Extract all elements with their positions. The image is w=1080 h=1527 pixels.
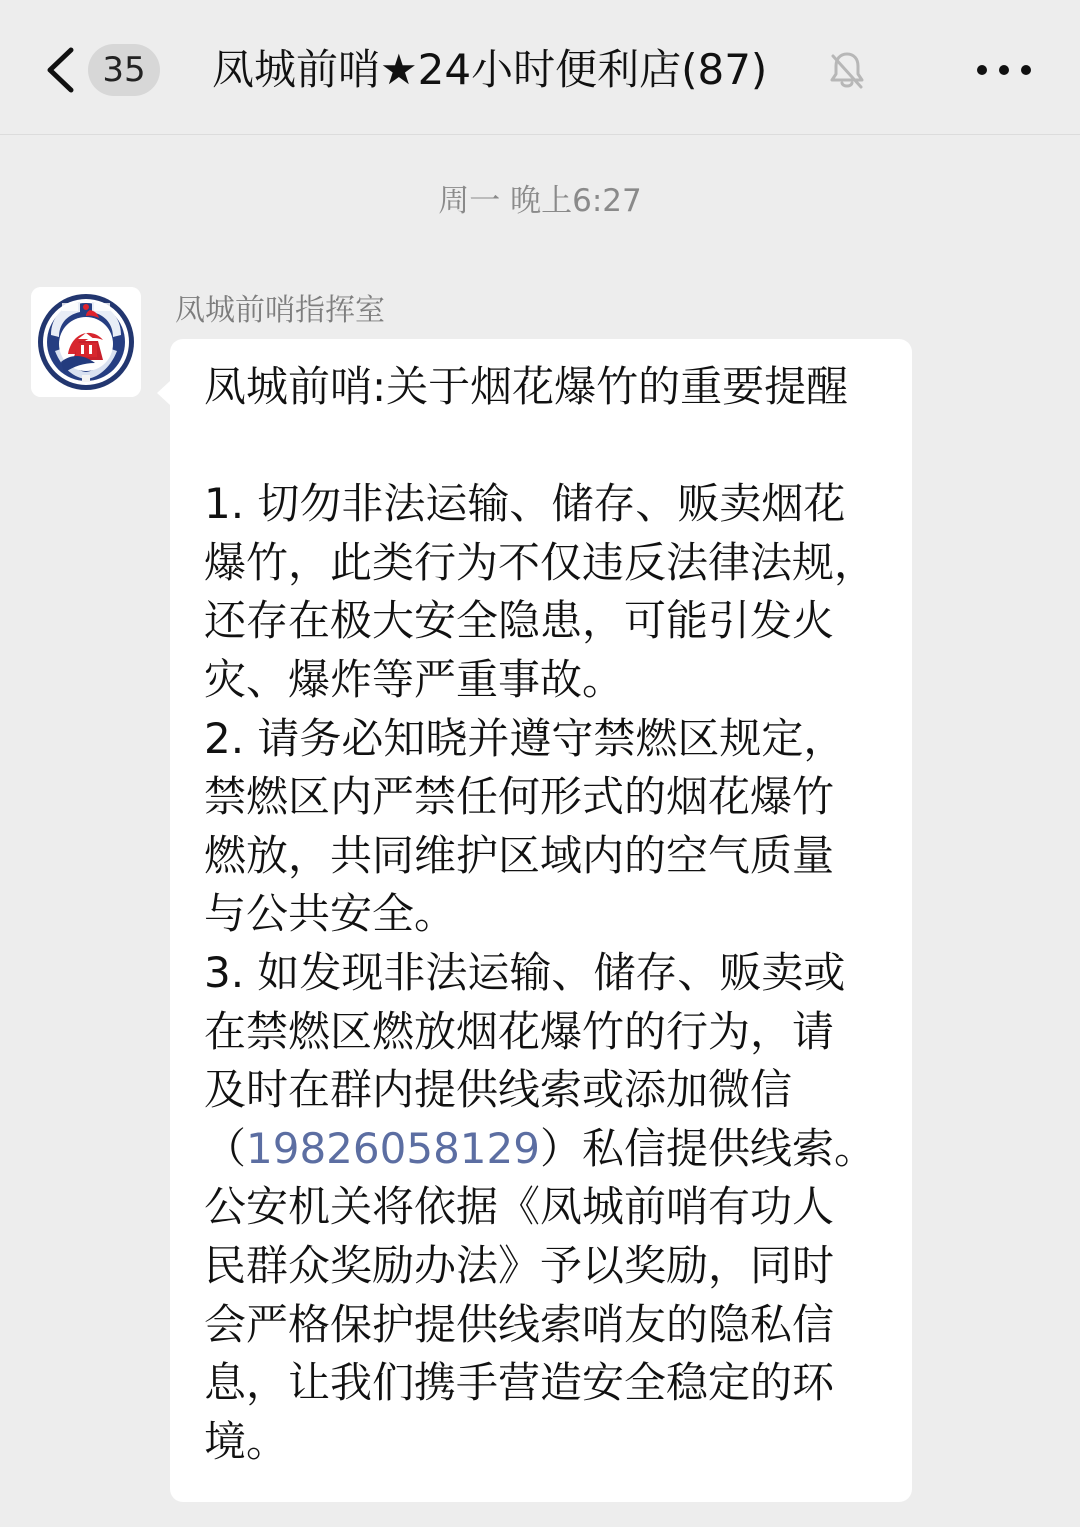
- message-line: 息，让我们携手营造安全稳定的环: [204, 1358, 835, 1408]
- message-line: 1. 切勿非法运输、储存、贩卖烟花: [204, 479, 846, 529]
- sender-name: 凤城前哨指挥室: [175, 293, 385, 328]
- message-line: 公安机关将依据《凤城前哨有功人: [204, 1182, 835, 1232]
- more-dots-icon: [968, 50, 1040, 90]
- unread-count-badge[interactable]: 35: [88, 44, 160, 96]
- message-line: 凤城前哨:关于烟花爆竹的重要提醒: [204, 362, 849, 411]
- message-line: 民群众奖励办法》予以奖励，同时: [204, 1240, 835, 1290]
- close-parenthesis-message: ）私信提供线索。: [539, 1123, 876, 1173]
- sender-avatar[interactable]: [31, 287, 141, 397]
- message-text: [204, 358, 894, 1471]
- mute-status: [826, 49, 868, 91]
- chevron-left-icon: [40, 44, 80, 96]
- message-line: 禁燃区内严禁任何形式的烟花爆竹: [204, 772, 835, 822]
- group-chat-title: 凤城前哨★24小时便利店(87): [212, 45, 768, 94]
- message-line: 在禁燃区燃放烟花爆竹的行为，请: [204, 1006, 835, 1056]
- message-line: 与公共安全。: [204, 889, 457, 939]
- bell-muted-icon: [826, 49, 868, 91]
- message-line: 会严格保护提供线索哨友的隐私信: [204, 1299, 835, 1349]
- message-line: 境。: [204, 1416, 289, 1466]
- phone-number-link[interactable]: 19826058129: [246, 1123, 540, 1173]
- chat-header: [0, 0, 1080, 135]
- message-line: 2. 请务必知晓并遵守禁燃区规定，: [204, 713, 846, 763]
- message-line-with-phone: [204, 1120, 894, 1179]
- open-parenthesis: （: [204, 1123, 247, 1173]
- back-button[interactable]: [40, 44, 80, 96]
- more-button[interactable]: [968, 50, 1040, 90]
- message-line: 还存在极大安全隐患，可能引发火: [204, 596, 835, 646]
- police-badge-avatar: [31, 287, 141, 397]
- message-line: 3. 如发现非法运输、储存、贩卖或: [204, 947, 846, 997]
- message-line: 灾、爆炸等严重事故。: [204, 654, 625, 704]
- message-line: [204, 417, 894, 476]
- message-timestamp: 周一 晚上6:27: [438, 183, 642, 219]
- message-line: 燃放，共同维护区域内的空气质量: [204, 830, 835, 880]
- message-line: 及时在群内提供线索或添加微信: [204, 1065, 793, 1115]
- message-line: 爆竹，此类行为不仅违反法律法规，: [204, 537, 877, 587]
